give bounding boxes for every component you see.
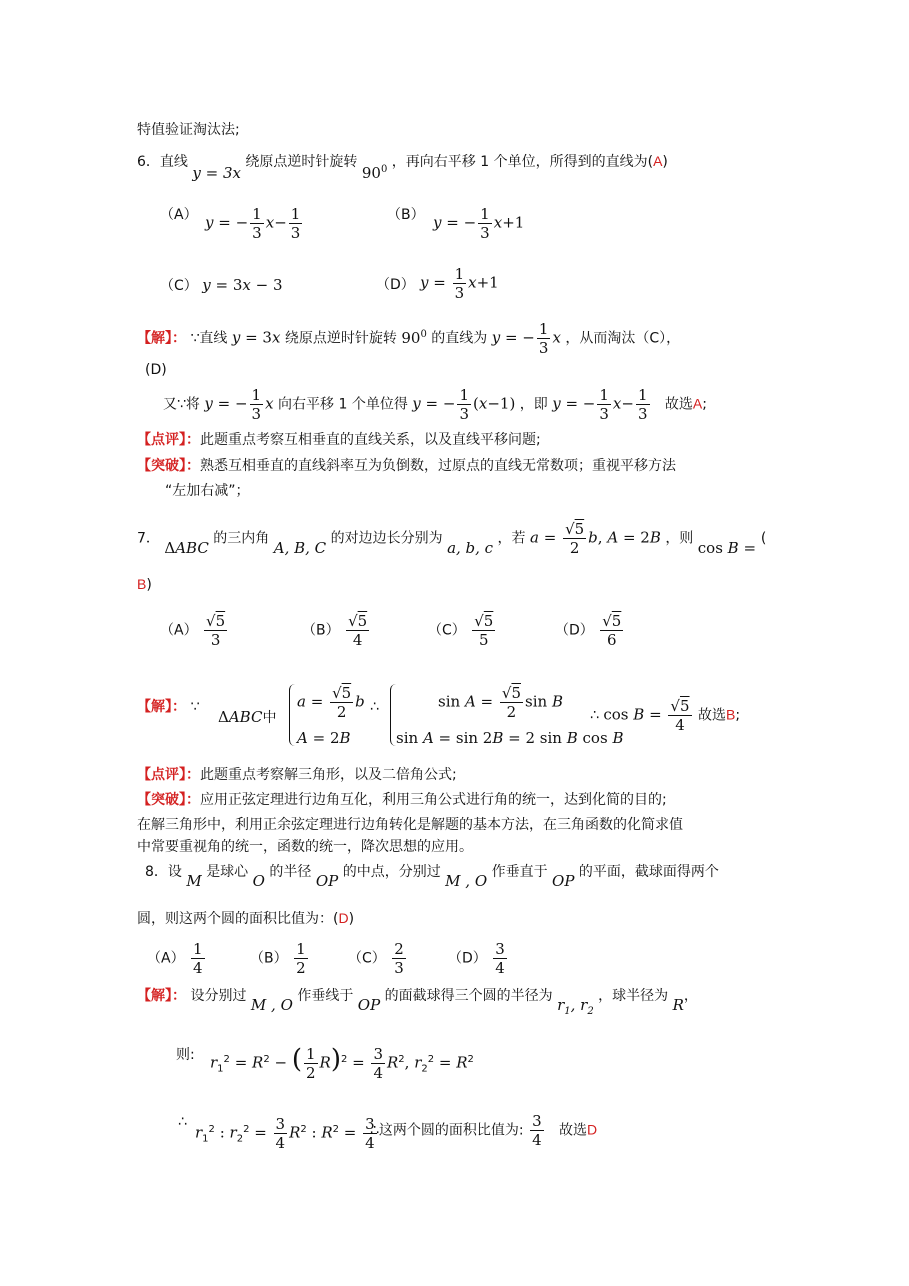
option-label: （A） [147, 950, 185, 967]
q8-conclusion: ∴这两个圆的面积比值为: $\frac{3}{4}$ 故选D [370, 1112, 598, 1149]
option-label: （D） [448, 950, 487, 967]
q7-sol2: 中 [262, 710, 277, 726]
q6-sol2: 绕原点逆时针旋转 [284, 330, 397, 347]
q6-line-expr: y = 3x [192, 164, 241, 182]
q8-eq1: $r_1^2 = R^2$ − ( $\frac{1}{2}$ R)$^2$ = $\frac{3}{4}$ $R^2$, $r_2^2 = R^2$ [210, 1044, 474, 1082]
option-label: （A） [160, 207, 198, 223]
q7-sol1: ∵ [190, 699, 200, 715]
option-label: （C） [428, 622, 466, 639]
q6-stem [137, 148, 668, 182]
q8-number: 8．设 [145, 864, 182, 880]
q8-t2: 的半径 [269, 864, 312, 880]
option-label: （C） [160, 278, 198, 294]
q7-system1-eq2: A = 2B [297, 729, 351, 747]
q7-system2-eq2: sin A = sin 2B = 2 sin B cos B [396, 729, 624, 747]
q6-option-d [376, 275, 415, 295]
q7-break-text1: 应用正弦定理进行边角互化，利用三角公式进行角的统一，达到化简的目的; [200, 792, 667, 808]
q6-option-b-expr: y = − $\frac{1}{3}$ x+1 [433, 205, 525, 242]
q6-sol6: 又∵将 [163, 396, 200, 413]
q7-conclusion: ∴ cos B = $\frac{√5}{4}$ 故选B; [590, 697, 741, 734]
q7-break [137, 790, 667, 810]
q8-t5: 的平面，截球面得两个 [578, 864, 719, 880]
comment-tag: 【点评】： [137, 432, 200, 448]
q8-sol-answer: D [586, 1121, 598, 1138]
q6-break [137, 456, 676, 476]
q7-sol4: ∴ [590, 707, 599, 724]
solution-tag: 【解】： [137, 330, 186, 347]
q7-break-text2: 在解三角形中，利用正余弦定理进行边角转化是解题的基本方法，在三角函数的化简求值 [137, 817, 683, 833]
q8-option-a: （A） $\frac{1}{4}$ [147, 940, 203, 977]
q8-sol5: ∴这两个圆的面积比值为: [370, 1122, 524, 1139]
q6-option-c: （C） y = 3x − 3 [160, 276, 283, 294]
q7-number: 7． [137, 530, 160, 547]
q8-option-c: （C） $\frac{2}{3}$ [348, 940, 404, 977]
q7-comment [137, 765, 457, 785]
q8-sol3: 的面截球得三个圆的半径为 [384, 988, 553, 1004]
q7-break-text3: 中常要重视角的统一，函数的统一，降次思想的应用。 [137, 839, 473, 855]
q6-solution-line1: 【解】： ∵直线 y = 3x 绕原点逆时针旋转 $90^0$ 的直线为 y = − $\frac{1}{3}$ x ，从而淘汰（C）， [137, 320, 681, 357]
comment-tag: 【点评】： [137, 767, 200, 783]
q7-stem: 7． ΔABC 的三内角 A, B, C 的对边边长分别为 a, b, c ，若 a = $\frac{√5}{2}$ b, A = 2B ，则 cos B = ( [137, 520, 767, 557]
q7-option-a: （A） $\frac{√5}{3}$ [160, 612, 226, 649]
q8-sol2: 作垂线于 [297, 988, 354, 1004]
option-label: （C） [348, 950, 386, 967]
q8-stem: 8．设 M 是球心 O 的半径 OP 的中点，分别过 M , O 作垂直于 OP 的平面，截球面得两个 [145, 864, 719, 890]
q8-stem2 [137, 908, 354, 929]
q6-comment-text: 此题重点考察互相垂直的直线关系，以及直线平移问题; [200, 432, 541, 448]
q8-option-d: （D） $\frac{3}{4}$ [448, 940, 505, 977]
q6-angle: $90^0$ [361, 164, 388, 182]
q6-option-a [160, 205, 198, 225]
q7-system1-eq1: a = $\frac{√5}{2}$ b [297, 684, 365, 721]
q6-sol-answer: A [692, 395, 703, 412]
q7-triangle: ΔABC中 [218, 708, 277, 726]
q6-sol8: ，即 [519, 396, 548, 413]
q8-option-b: （B） $\frac{1}{2}$ [250, 940, 306, 977]
solution-tag: 【解】： [137, 988, 186, 1004]
q7-option-d: （D） $\frac{√5}{6}$ [555, 612, 622, 649]
q7-answer: B [137, 576, 147, 592]
q6-close: ) [662, 154, 668, 170]
q6-sol9: 故选 [664, 396, 693, 413]
q8-therefore: ∴ [178, 1114, 187, 1130]
q8-eq2: $r_1^2$ : $r_2^2$ = $\frac{3}{4}$ $R^2$ : $R^2$ = $\frac{3}{4}$ [195, 1115, 375, 1152]
q7-sol5: 故选 [697, 707, 726, 724]
q7-t4: ，则 [665, 530, 694, 547]
break-tag: 【突破】： [137, 458, 200, 474]
q7-t3: ，若 [497, 530, 526, 547]
q6-number: 6．直线 [137, 154, 188, 170]
q7-comment-text: 此题重点考察解三角形，以及二倍角公式; [200, 767, 457, 783]
q6-option-d-expr: y = $\frac{1}{3}$ x+1 [420, 265, 499, 302]
q6-sol3: 的直线为 [431, 330, 488, 347]
q6-text2: ，再向右平移 1 个单位，所得到的直线为( [391, 154, 654, 170]
q8-t6: 圆，则这两个圆的面积比值为：( [137, 911, 339, 927]
q6-sol7: 向右平移 1 个单位得 [278, 396, 408, 413]
option-label: （D） [555, 622, 594, 639]
q7-solution [137, 697, 199, 717]
q8-then: 则: [176, 1047, 195, 1063]
q7-sol-answer: B [725, 706, 736, 723]
option-label: （A） [160, 622, 198, 639]
q6-solution-line2: 又∵将 y = − $\frac{1}{3}$ x 向右平移 1 个单位得 y = − $\frac{1}{3}$ (x−1) ，即 y = − $\frac{1}{3}$ x− $\frac{1}{3}$ 故选A; [163, 386, 707, 423]
q8-t1: 是球心 [206, 864, 249, 880]
option-label: （B） [250, 950, 288, 967]
q7-t2: 的对边边长分别为 [330, 530, 443, 547]
q7-option-c: （C） $\frac{√5}{5}$ [428, 612, 494, 649]
q7-therefore1: ∴ [370, 699, 379, 715]
option-label: （B） [302, 622, 340, 639]
break-tag: 【突破】： [137, 792, 200, 808]
intro-text: 特值验证淘汰法; [137, 122, 240, 138]
q7-close: ) [146, 577, 152, 593]
q6-answer: A [653, 153, 663, 169]
option-label: （B） [387, 207, 425, 223]
q7-system2-eq1: sin A = $\frac{√5}{2}$ sin B [438, 684, 563, 721]
q7-t1: 的三内角 [213, 530, 270, 547]
q7-answer-line [137, 574, 152, 595]
solution-tag: 【解】： [137, 699, 186, 715]
q8-sol6: 故选 [558, 1122, 587, 1139]
q8-t4: 作垂直于 [491, 864, 548, 880]
q8-sol4: ，球半径为 [598, 988, 669, 1004]
q6-option-b [387, 205, 425, 225]
q6-sol5: (D) [145, 362, 167, 378]
q8-sol1: 设分别过 [190, 988, 247, 1004]
q7-option-b: （B） $\frac{√5}{4}$ [302, 612, 368, 649]
q6-text1: 绕原点逆时针旋转 [245, 154, 358, 170]
q8-close: ) [348, 911, 355, 927]
option-label: （D） [376, 277, 415, 293]
q8-answer: D [338, 910, 349, 926]
q8-solution: 【解】： 设分别过 M , O 作垂线于 OP 的面截球得三个圆的半径为 $r_1$, $r_2$ ，球半径为 R， [137, 988, 698, 1017]
q6-break-text1: 熟悉互相垂直的直线斜率互为负倒数，过原点的直线无常数项；重视平移方法 [200, 458, 676, 474]
q8-t3: 的中点，分别过 [342, 864, 441, 880]
q7-brace-1 [289, 684, 296, 746]
q6-comment [137, 430, 541, 450]
q6-break-text2: “左加右减”； [165, 483, 250, 499]
q6-sol4: ，从而淘汰（C）， [565, 330, 681, 347]
q6-sol1: ∵直线 [190, 330, 228, 347]
q7-open: ( [760, 530, 767, 547]
q6-option-a-expr: y = − $\frac{1}{3}$ x− $\frac{1}{3}$ [205, 205, 301, 242]
